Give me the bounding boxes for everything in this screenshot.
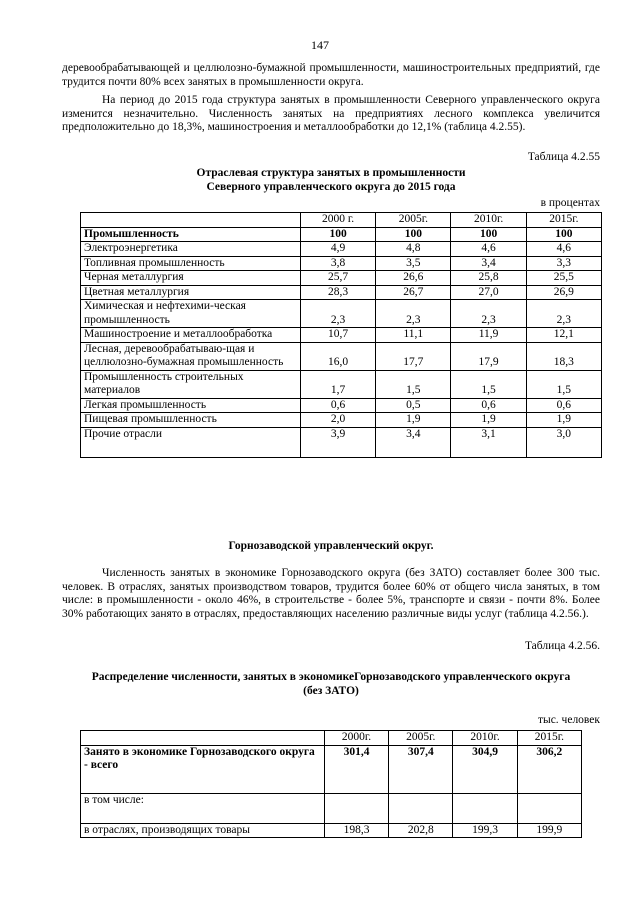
cell-2005: 0,5 xyxy=(376,398,451,413)
table-2 xyxy=(80,730,582,838)
row-label: Промышленность xyxy=(81,227,301,242)
row-label: в отраслях, производящих товары xyxy=(81,823,325,838)
cell-2015: 199,9 xyxy=(517,823,581,838)
cell-2005: 4,8 xyxy=(376,242,451,257)
cell-2000: 3,8 xyxy=(300,256,375,271)
cell-2000: 3,9 xyxy=(300,427,375,457)
cell-2000: 4,9 xyxy=(300,242,375,257)
cell-2015: 1,5 xyxy=(526,370,601,398)
paragraph-3: Численность занятых в экономике Горнозаводского округа (без ЗАТО) составляет более 300 тыс. человек. В отраслях, занятых производством товаров, трудится более 60% от общего числа занятых, в том числе: в промышленности - около 46%, в строительстве - более 5%, транспорте и связи - почти 8%. Более 30% работающих занято в отраслях, предоставляющих населению различные виды услуг (таблица 4.2.56.). xyxy=(62,567,600,620)
cell-2015: 100 xyxy=(526,227,601,242)
cell-2005: 1,9 xyxy=(376,413,451,428)
cell-2010: 11,9 xyxy=(451,328,526,343)
cell-2015: 306,2 xyxy=(517,745,581,793)
cell-2000: 10,7 xyxy=(300,328,375,343)
table-row xyxy=(81,342,602,370)
cell-2000 xyxy=(324,793,388,823)
table-row xyxy=(81,427,602,457)
cell-2000: 0,6 xyxy=(300,398,375,413)
header-empty-cell xyxy=(81,213,301,228)
cell-2015: 3,0 xyxy=(526,427,601,457)
cell-2015 xyxy=(517,793,581,823)
row-label: Промышленность строительных материалов xyxy=(81,370,301,398)
cell-2010: 17,9 xyxy=(451,342,526,370)
cell-2000: 1,7 xyxy=(300,370,375,398)
table-row xyxy=(81,271,602,286)
table-2-title-line-2: (без ЗАТО) xyxy=(303,685,359,697)
table-row xyxy=(81,823,582,838)
cell-2000: 16,0 xyxy=(300,342,375,370)
cell-2005: 3,4 xyxy=(376,427,451,457)
cell-2000: 198,3 xyxy=(324,823,388,838)
row-label: Лесная, деревообрабатываю-щая и целлюлозно-бумажная промышленность xyxy=(81,342,301,370)
table-1-title-line-1: Отраслевая структура занятых в промышленности xyxy=(196,167,466,179)
cell-2015: 1,9 xyxy=(526,413,601,428)
table-row xyxy=(81,227,602,242)
cell-2010: 199,3 xyxy=(453,823,517,838)
cell-2005: 3,5 xyxy=(376,256,451,271)
cell-2015: 18,3 xyxy=(526,342,601,370)
row-label: в том числе: xyxy=(81,793,325,823)
cell-2005: 2,3 xyxy=(376,300,451,328)
row-label: Топливная промышленность xyxy=(81,256,301,271)
header-year-2010: 2010г. xyxy=(451,213,526,228)
table-2-label: Таблица 4.2.56. xyxy=(524,640,600,652)
cell-2010: 3,1 xyxy=(451,427,526,457)
paragraph-1: деревообрабатывающей и целлюлозно-бумажной промышленности, машиностроительных предприятий, где трудится почти 80% всех занятых в промышленности округа. xyxy=(62,62,600,88)
cell-2010: 4,6 xyxy=(451,242,526,257)
table-1-title-line-2: Северного управленческого округа до 2015 года xyxy=(206,181,456,193)
paragraph-2: На период до 2015 года структура занятых в промышленности Северного управленческого округа изменится незначительно. Численность занятых на предприятиях лесного комплекса увеличится предположительно до 18,3%, машиностроения и металлообработки до 12,1% (таблица 4.2.55). xyxy=(62,94,600,133)
table-1 xyxy=(80,212,602,458)
cell-2000: 28,3 xyxy=(300,285,375,300)
cell-2015: 26,9 xyxy=(526,285,601,300)
cell-2010: 304,9 xyxy=(453,745,517,793)
row-label: Машиностроение и металлообработка xyxy=(81,328,301,343)
cell-2015: 25,5 xyxy=(526,271,601,286)
cell-2010: 1,9 xyxy=(451,413,526,428)
cell-2010 xyxy=(453,793,517,823)
cell-2015: 12,1 xyxy=(526,328,601,343)
table-1-unit: в процентах xyxy=(540,197,600,209)
row-label: Химическая и нефтехими-ческая промышленность xyxy=(81,300,301,328)
header-year-2000: 2000 г. xyxy=(300,213,375,228)
cell-2010: 1,5 xyxy=(451,370,526,398)
cell-2000: 301,4 xyxy=(324,745,388,793)
cell-2015: 0,6 xyxy=(526,398,601,413)
header-year-2015: 2015г. xyxy=(526,213,601,228)
table-header-row xyxy=(81,213,602,228)
cell-2000: 2,3 xyxy=(300,300,375,328)
table-row xyxy=(81,328,602,343)
cell-2005: 202,8 xyxy=(389,823,453,838)
cell-2000: 25,7 xyxy=(300,271,375,286)
cell-2005: 1,5 xyxy=(376,370,451,398)
cell-2010: 27,0 xyxy=(451,285,526,300)
row-label: Пищевая промышленность xyxy=(81,413,301,428)
header-year-2005: 2005г. xyxy=(376,213,451,228)
cell-2005: 100 xyxy=(376,227,451,242)
cell-2010: 0,6 xyxy=(451,398,526,413)
table-row xyxy=(81,256,602,271)
header-year-2015: 2015г. xyxy=(517,731,581,746)
cell-2015: 2,3 xyxy=(526,300,601,328)
table-row xyxy=(81,745,582,793)
cell-2005: 17,7 xyxy=(376,342,451,370)
cell-2005: 26,7 xyxy=(376,285,451,300)
row-label: Электроэнергетика xyxy=(81,242,301,257)
table-row xyxy=(81,793,582,823)
table-row xyxy=(81,242,602,257)
cell-2015: 4,6 xyxy=(526,242,601,257)
cell-2010: 2,3 xyxy=(451,300,526,328)
table-2-title-line-1: Распределение численности, занятых в экономикеГорнозаводского управленческого округа xyxy=(91,671,571,683)
header-year-2010: 2010г. xyxy=(453,731,517,746)
row-label: Занято в экономике Горнозаводского округа - всего xyxy=(81,745,325,793)
page-number: 147 xyxy=(311,38,329,52)
table-row xyxy=(81,370,602,398)
table-row xyxy=(81,398,602,413)
header-empty-cell xyxy=(81,731,325,746)
table-header-row xyxy=(81,731,582,746)
table-1-label: Таблица 4.2.55 xyxy=(527,151,600,163)
cell-2005 xyxy=(389,793,453,823)
cell-2015: 3,3 xyxy=(526,256,601,271)
cell-2010: 3,4 xyxy=(451,256,526,271)
cell-2005: 307,4 xyxy=(389,745,453,793)
table-row xyxy=(81,413,602,428)
section-heading: Горнозаводской управленческий округ. xyxy=(228,540,434,552)
table-row xyxy=(81,285,602,300)
row-label: Цветная металлургия xyxy=(81,285,301,300)
cell-2005: 26,6 xyxy=(376,271,451,286)
header-year-2005: 2005г. xyxy=(389,731,453,746)
cell-2000: 2,0 xyxy=(300,413,375,428)
cell-2000: 100 xyxy=(300,227,375,242)
row-label: Прочие отрасли xyxy=(81,427,301,457)
cell-2010: 25,8 xyxy=(451,271,526,286)
row-label: Черная металлургия xyxy=(81,271,301,286)
cell-2005: 11,1 xyxy=(376,328,451,343)
table-2-unit: тыс. человек xyxy=(537,714,600,726)
cell-2010: 100 xyxy=(451,227,526,242)
header-year-2000: 2000г. xyxy=(324,731,388,746)
row-label: Легкая промышленность xyxy=(81,398,301,413)
table-row xyxy=(81,300,602,328)
